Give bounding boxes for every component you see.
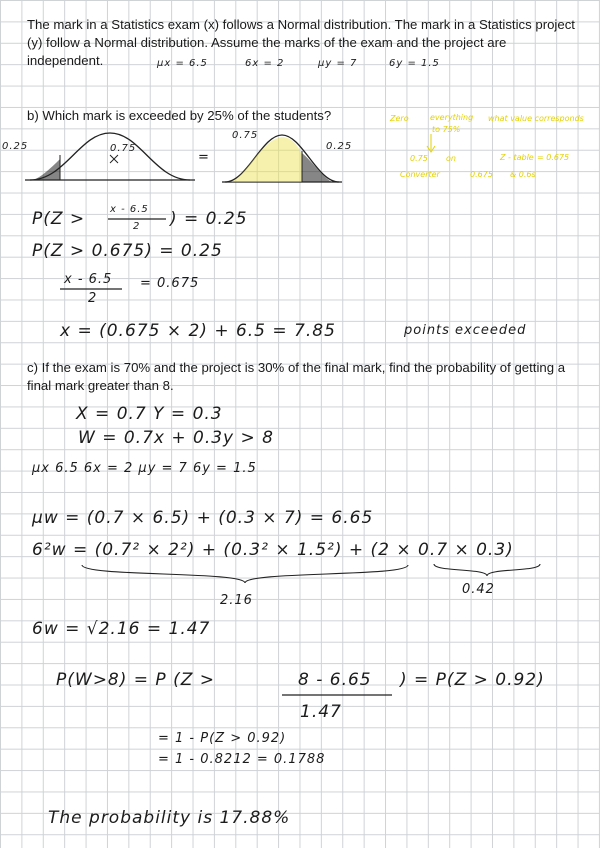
sketch-equals: = [198, 150, 210, 165]
c-prob-fraction-bar [282, 694, 392, 696]
b-line1-num: x - 6.5 [110, 204, 149, 215]
problem-intro: The mark in a Statistics exam (x) follows a Normal distribution. The mark in a Statistics project (y) follow a Normal distribution. Assume the marks of the exam and the project are independent. [27, 17, 575, 68]
b-line3-right: = 0.675 [140, 276, 200, 291]
c-xy: X = 0.7 Y = 0.3 [76, 404, 223, 424]
b-line3-den: 2 [88, 291, 98, 306]
c-prob-den: 1.47 [300, 702, 342, 722]
c-sd-w: 6w = √2.16 = 1.47 [32, 619, 211, 639]
note-075: 0.75 [410, 154, 428, 163]
b-line3-num: x - 6.5 [64, 272, 113, 287]
c-comp2: = 1 - 0.8212 = 0.1788 [158, 752, 326, 767]
b-line2: P(Z > 0.675) = 0.25 [32, 241, 223, 261]
c-mean-w: μw = (0.7 × 6.5) + (0.3 × 7) = 6.65 [32, 508, 374, 528]
c-var-w: 6²w = (0.7² × 2²) + (0.3² × 1.5²) + (2 × 0.7 × 0.3) [32, 540, 514, 560]
c-prob-left: P(W>8) = P (Z > [56, 670, 216, 690]
b-answer-note: points exceeded [404, 323, 527, 338]
c-cov-brace [432, 562, 542, 578]
note-and-06s: & 0.6s [510, 170, 536, 179]
part-b-question: b) Which mark is exceeded by 25% of the students? [27, 108, 332, 123]
b-line1-right: ) = 0.25 [170, 209, 248, 229]
sketch-right-label-tail: 0.25 [326, 141, 353, 152]
note-everything: everything [430, 113, 474, 122]
b-answer: x = (0.675 × 2) + 6.5 = 7.85 [60, 321, 336, 341]
c-var-brace [80, 563, 410, 587]
sketch-left-label-body: 0.75 [110, 143, 137, 154]
c-prob-num: 8 - 6.65 [298, 670, 372, 690]
note-converter: Converter [400, 170, 440, 179]
given-sigma-x: 6x = 2 [245, 58, 285, 69]
note-arrow-icon [426, 134, 436, 154]
note-zero: Zero [390, 114, 409, 123]
note-on: on [446, 154, 456, 163]
sketch-right-label-body: 0.75 [232, 130, 259, 141]
note-0675: = 0.675 [537, 153, 570, 162]
normal-curve-sketch-left [25, 125, 195, 185]
c-prob-right: ) = P(Z > 0.92) [400, 670, 545, 690]
given-sigma-y: 6y = 1.5 [389, 58, 440, 69]
c-comp1: = 1 - P(Z > 0.92) [158, 731, 287, 746]
b-line1-fraction-bar [108, 218, 166, 220]
note-to-75: to 75% [432, 125, 461, 134]
b-line1-den: 2 [133, 221, 141, 232]
note-0675-b: 0.675 [470, 170, 493, 179]
c-conclusion: The probability is 17.88% [48, 808, 291, 828]
sketch-left-label-tail: 0.25 [2, 141, 29, 152]
note-what-value: what value corresponds [488, 114, 584, 123]
c-params: μx 6.5 6x = 2 μy = 7 6y = 1.5 [32, 461, 257, 476]
note-z-table: Z - table [500, 153, 534, 162]
b-line1-left: P(Z > [32, 209, 86, 229]
b-line3-fraction-bar [60, 288, 122, 290]
c-var-note: 0.42 [462, 582, 495, 597]
given-mu-x: μx = 6.5 [157, 58, 208, 69]
part-c-question: c) If the exam is 70% and the project is 30% of the final mark, find the probability of getting a final mark greater than 8. [27, 360, 566, 393]
c-var-total: 2.16 [220, 593, 253, 608]
c-w: W = 0.7x + 0.3y > 8 [78, 428, 274, 448]
given-mu-y: μy = 7 [318, 58, 358, 69]
